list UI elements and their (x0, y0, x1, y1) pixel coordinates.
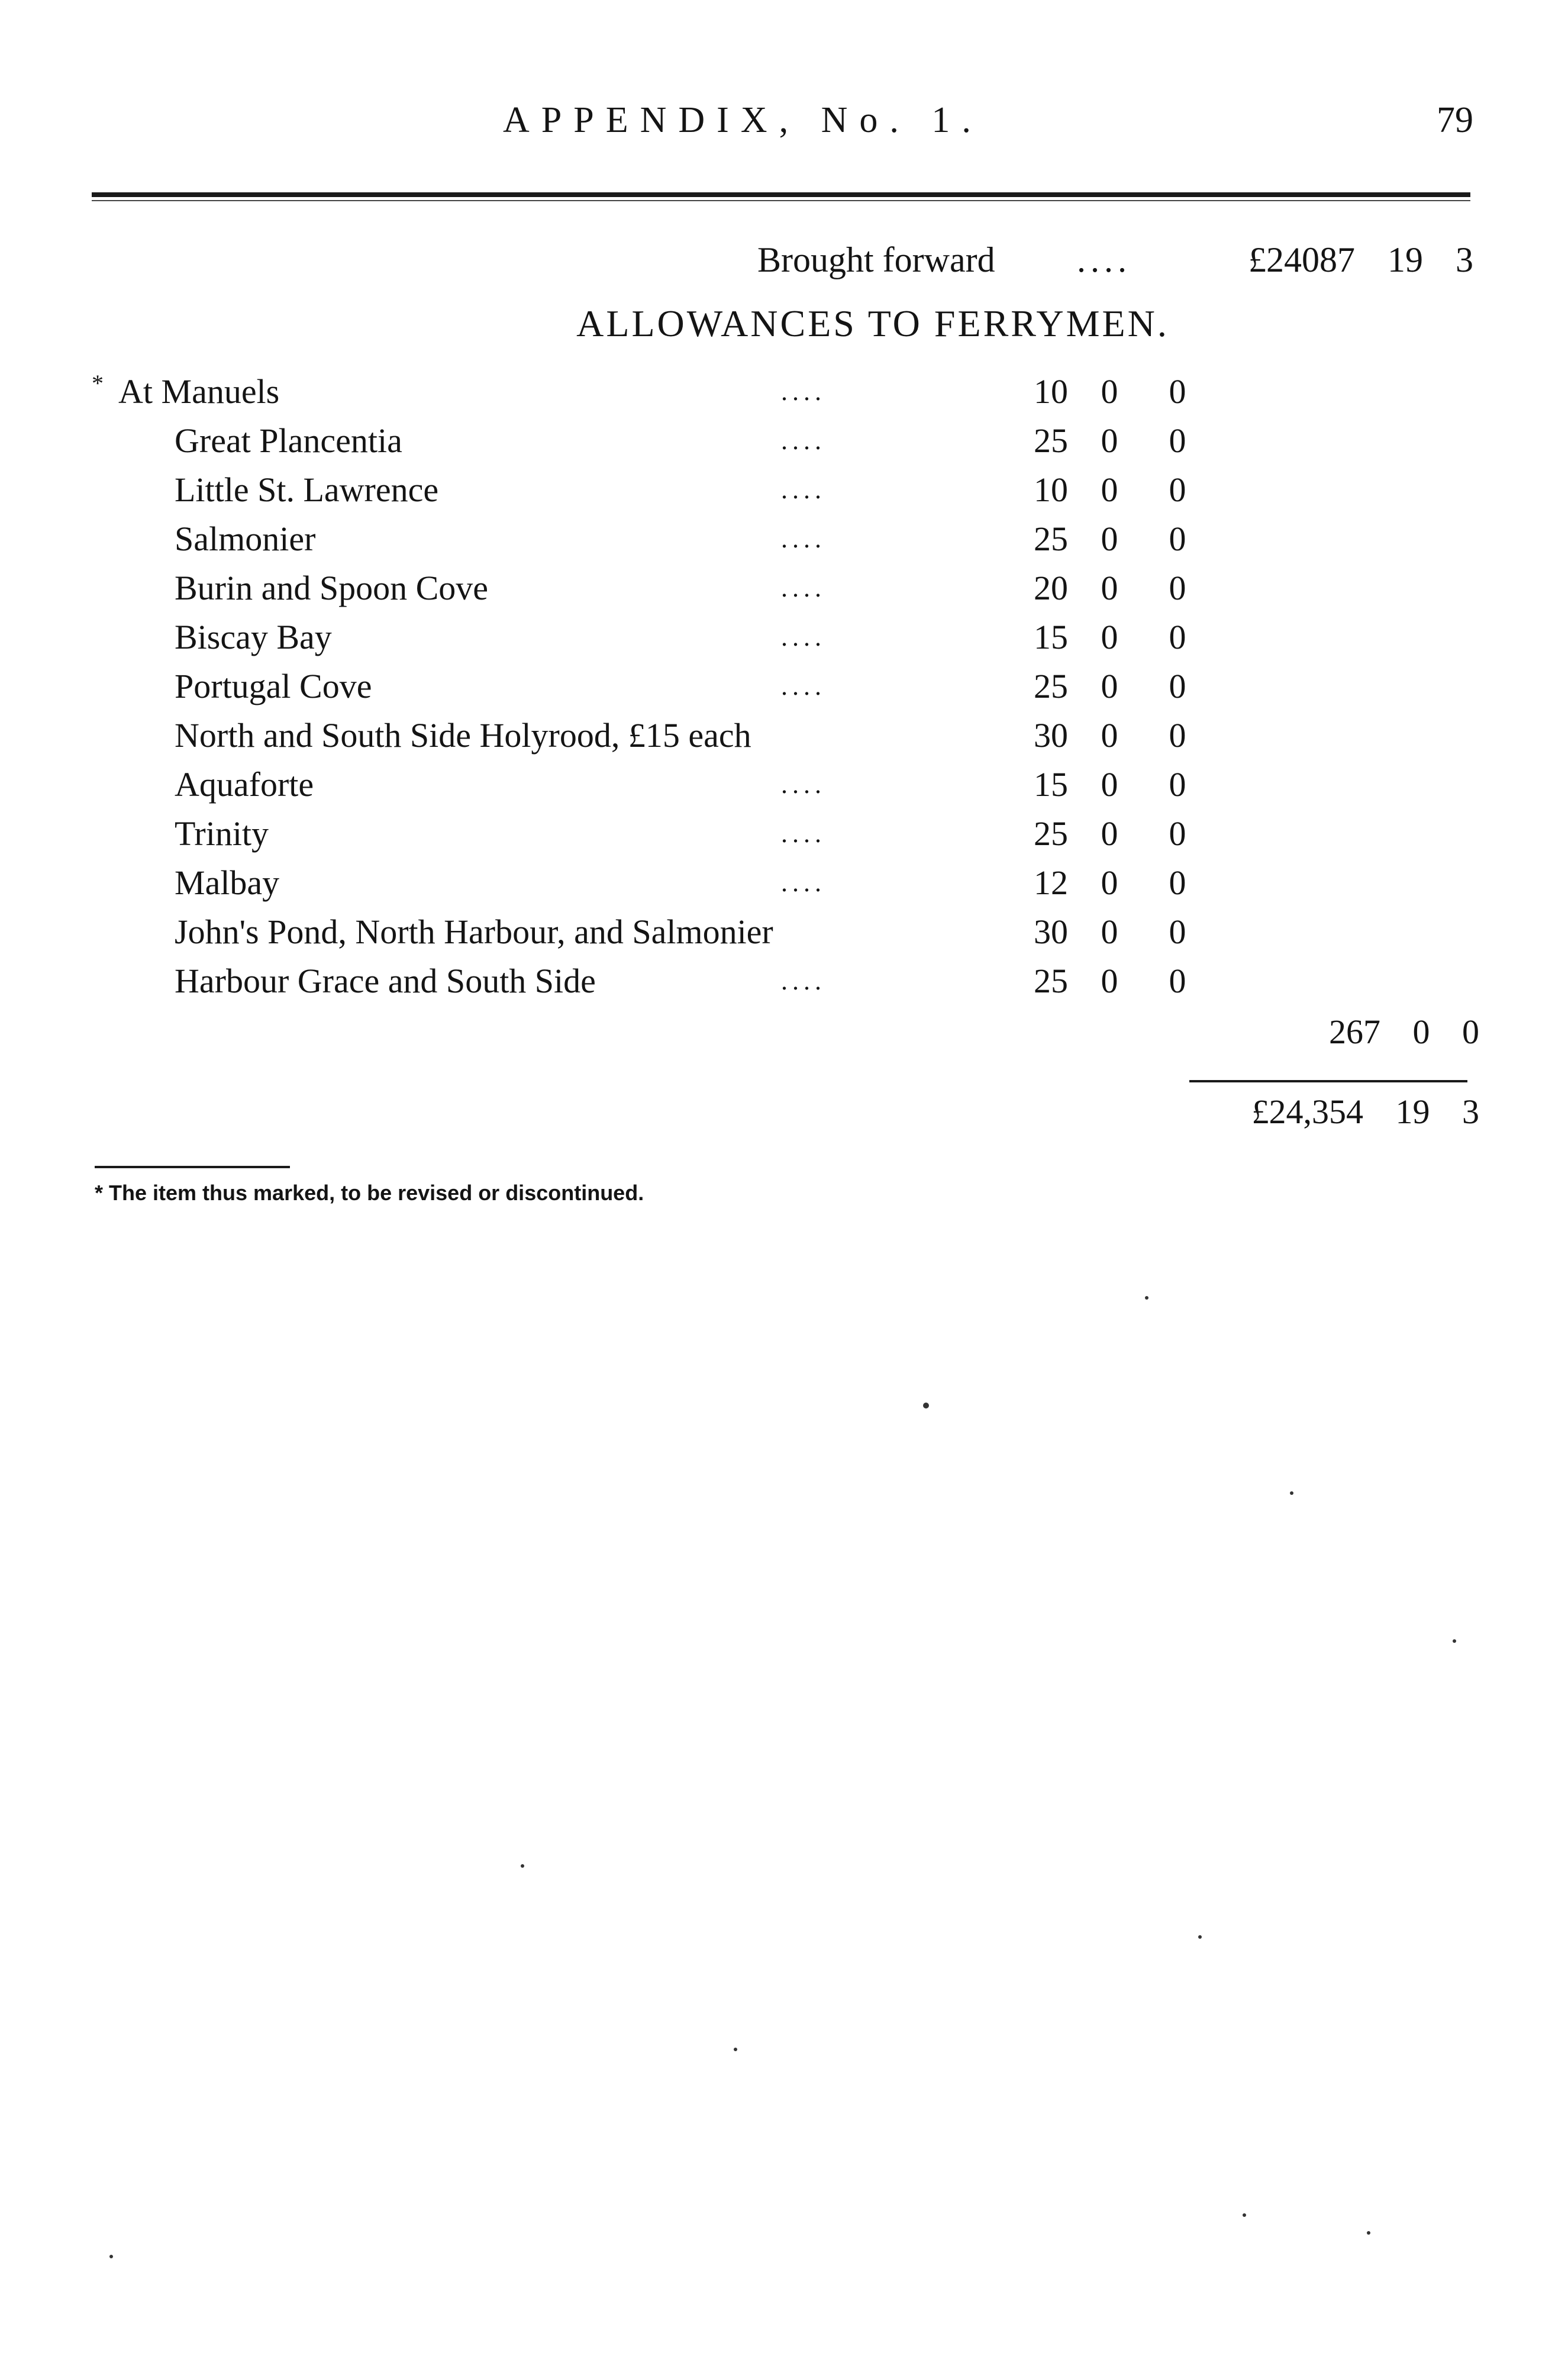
entry-shillings: 0 (1101, 520, 1118, 558)
entry-pounds: 15 (1034, 618, 1068, 656)
scan-speck (521, 1864, 524, 1868)
entry-leader: .... (781, 524, 826, 553)
header-rule-thin (92, 200, 1470, 201)
entry-shillings: 0 (1101, 765, 1118, 804)
list-item (0, 367, 1568, 416)
section-heading (0, 302, 1568, 346)
entry-pence: 0 (1169, 667, 1186, 705)
list-item (0, 760, 1568, 809)
subtotal-amount (1329, 1012, 1479, 1052)
scan-speck (1198, 1935, 1202, 1939)
entry-pence: 0 (1169, 913, 1186, 951)
entry-shillings: 0 (1101, 618, 1118, 656)
list-item (0, 416, 1568, 465)
scan-speck (1243, 2213, 1246, 2217)
entry-pounds: 10 (1034, 372, 1068, 411)
list-item (0, 465, 1568, 514)
brought-forward-pounds: £24087 (1248, 240, 1355, 279)
entry-place: Great Plancentia (175, 421, 402, 460)
footnote-marker: * (92, 370, 104, 397)
entry-leader: .... (781, 868, 826, 897)
entry-pounds: 25 (1034, 667, 1068, 705)
page-number: 79 (1437, 100, 1473, 140)
entry-place: North and South Side Holyrood, £15 each (175, 716, 751, 755)
list-item (0, 613, 1568, 662)
brought-forward-label: Brought forward (757, 240, 995, 279)
entry-leader: .... (781, 426, 826, 455)
scan-speck (734, 2048, 737, 2051)
scan-speck (1290, 1491, 1293, 1495)
subtotal-pounds: 267 (1329, 1013, 1380, 1051)
entry-pence: 0 (1169, 765, 1186, 804)
entry-pence: 0 (1169, 569, 1186, 607)
list-item (0, 907, 1568, 956)
entry-pence: 0 (1169, 814, 1186, 853)
entry-leader: .... (781, 623, 826, 652)
brought-forward-amount (1248, 240, 1473, 281)
list-item (0, 711, 1568, 760)
entry-place: John's Pond, North Harbour, and Salmonier (175, 913, 773, 951)
list-item (0, 563, 1568, 613)
entry-place: Trinity (175, 814, 269, 853)
brought-forward-shillings: 19 (1388, 240, 1423, 279)
entry-place: At Manuels (118, 372, 280, 411)
entry-pounds: 30 (1034, 913, 1068, 951)
list-item (0, 809, 1568, 858)
entry-place: Little St. Lawrence (175, 470, 439, 509)
entry-place: Burin and Spoon Cove (175, 569, 489, 607)
list-item (0, 662, 1568, 711)
entry-shillings: 0 (1101, 470, 1118, 509)
subtotal-shillings: 0 (1412, 1013, 1430, 1051)
entry-pence: 0 (1169, 962, 1186, 1000)
ferrymen-allowances-list (0, 367, 1568, 1005)
scan-speck (1145, 1296, 1148, 1300)
entry-shillings: 0 (1101, 913, 1118, 951)
running-title: APPENDIX, No. 1. (503, 100, 983, 140)
entry-leader: .... (781, 819, 826, 848)
total-amount (1252, 1092, 1480, 1132)
entry-shillings: 0 (1101, 421, 1118, 460)
brought-forward-pence: 3 (1456, 240, 1473, 279)
subtotal-pence: 0 (1462, 1013, 1479, 1051)
brought-forward-leader: .... (1077, 240, 1131, 279)
entry-pounds: 15 (1034, 765, 1068, 804)
entry-pounds: 10 (1034, 470, 1068, 509)
total-rule (1189, 1080, 1467, 1082)
entry-leader: .... (781, 475, 826, 504)
entry-pence: 0 (1169, 618, 1186, 656)
entry-place: Biscay Bay (175, 618, 332, 656)
entry-shillings: 0 (1101, 569, 1118, 607)
entry-leader: .... (781, 770, 826, 799)
entry-place: Salmonier (175, 520, 316, 558)
entry-pounds: 30 (1034, 716, 1068, 755)
entry-pounds: 25 (1034, 962, 1068, 1000)
entry-pounds: 20 (1034, 569, 1068, 607)
entry-pence: 0 (1169, 372, 1186, 411)
scan-speck (923, 1403, 929, 1408)
entry-leader: .... (781, 573, 826, 602)
scan-speck (109, 2255, 113, 2258)
entry-place: Aquaforte (175, 765, 314, 804)
header-rule (92, 192, 1470, 197)
entry-pounds: 25 (1034, 421, 1068, 460)
entry-shillings: 0 (1101, 962, 1118, 1000)
entry-pounds: 25 (1034, 814, 1068, 853)
entry-shillings: 0 (1101, 716, 1118, 755)
total-pence: 3 (1462, 1092, 1479, 1131)
footnote-rule (95, 1166, 290, 1168)
entry-leader: .... (781, 377, 826, 406)
entry-leader: .... (781, 966, 826, 995)
entry-leader: .... (781, 672, 826, 701)
footnote: * The item thus marked, to be revised or discontinued. (95, 1181, 644, 1205)
entry-shillings: 0 (1101, 863, 1118, 902)
entry-pence: 0 (1169, 863, 1186, 902)
entry-pence: 0 (1169, 421, 1186, 460)
entry-pounds: 12 (1034, 863, 1068, 902)
entry-place: Portugal Cove (175, 667, 372, 705)
entry-pence: 0 (1169, 470, 1186, 509)
entry-place: Harbour Grace and South Side (175, 962, 596, 1000)
entry-pounds: 25 (1034, 520, 1068, 558)
entry-shillings: 0 (1101, 372, 1118, 411)
total-shillings: 19 (1395, 1092, 1430, 1131)
scan-speck (1367, 2231, 1370, 2235)
list-item (0, 514, 1568, 563)
list-item (0, 956, 1568, 1005)
list-item (0, 858, 1568, 907)
entry-place: Malbay (175, 863, 280, 902)
entry-shillings: 0 (1101, 814, 1118, 853)
entry-shillings: 0 (1101, 667, 1118, 705)
total-pounds: £24,354 (1251, 1092, 1363, 1131)
entry-pence: 0 (1169, 520, 1186, 558)
entry-pence: 0 (1169, 716, 1186, 755)
section-heading-text: ALLOWANCES TO FERRYMEN. (576, 302, 1169, 344)
scan-speck (1453, 1639, 1456, 1643)
